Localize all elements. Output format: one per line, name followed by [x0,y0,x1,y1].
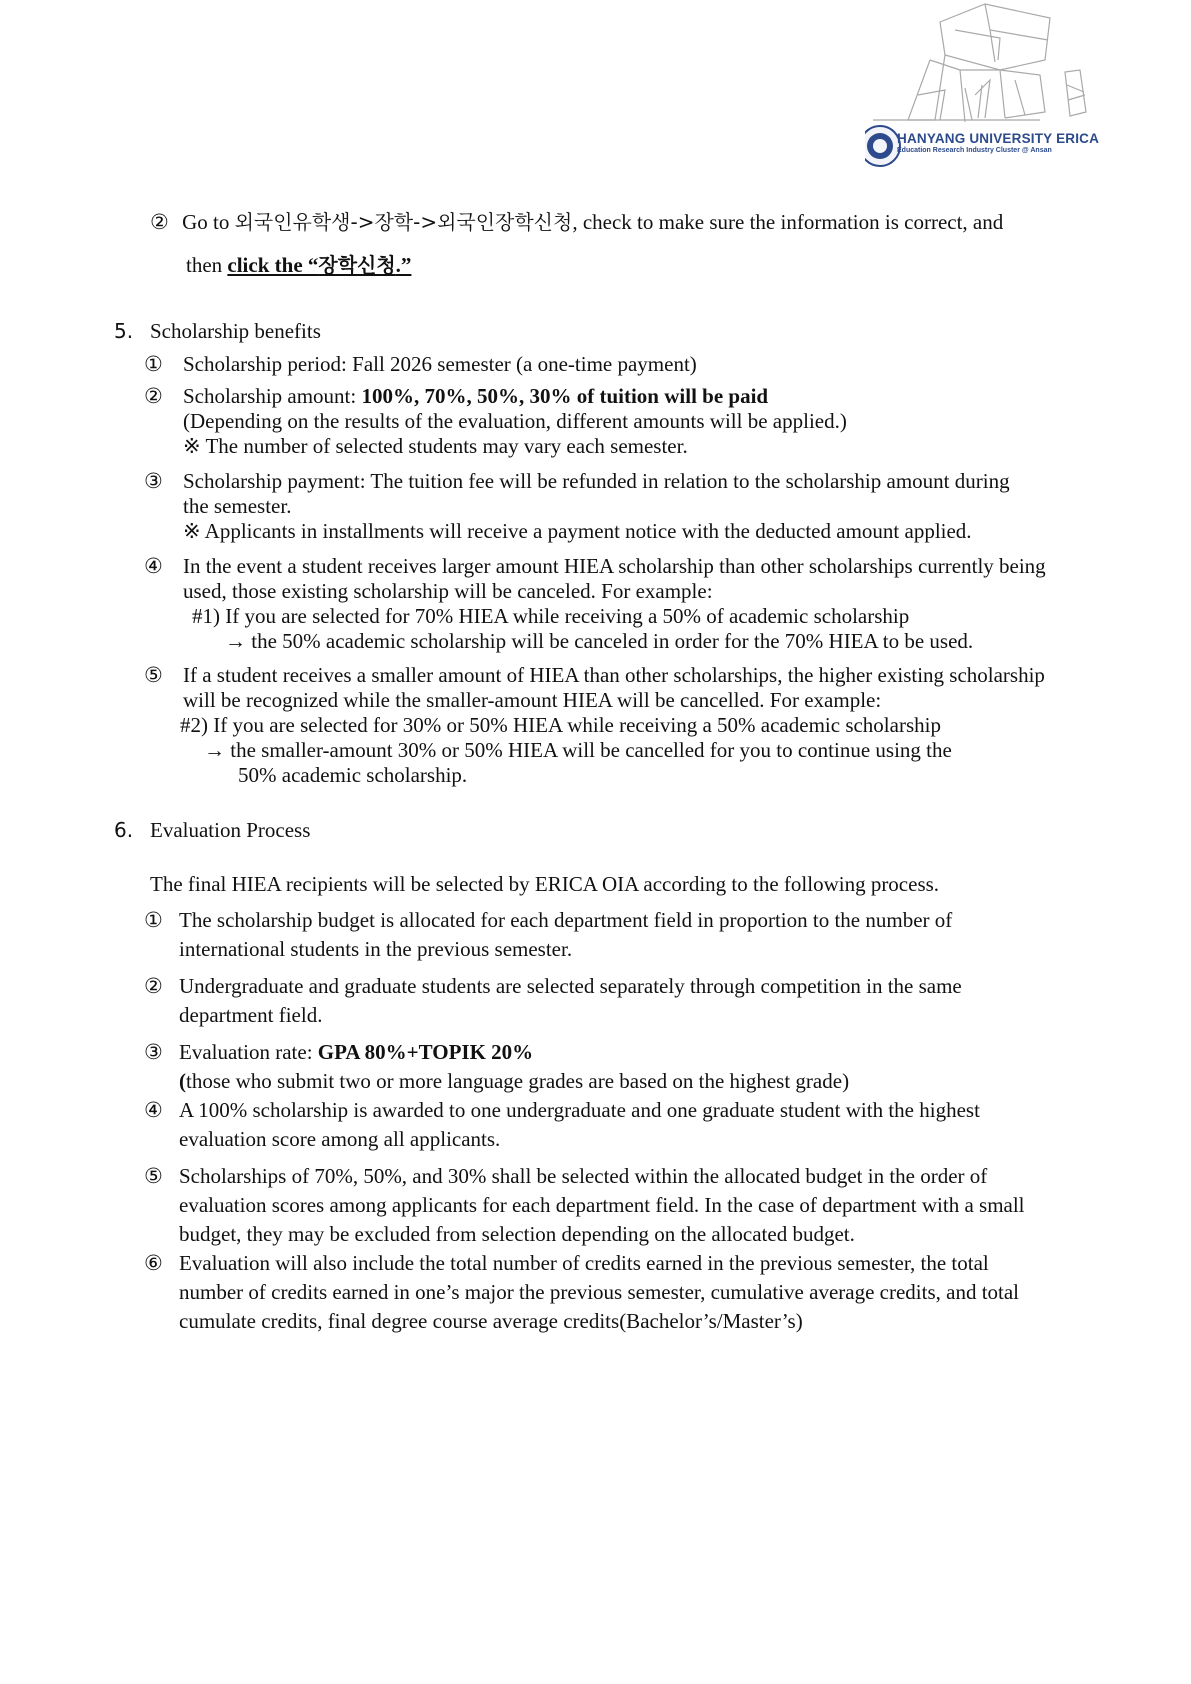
item-text: Scholarship amount: [183,384,362,408]
item-text-bold: GPA 80%+TOPIK 20% [317,1040,534,1064]
step2-line1 [150,210,1003,235]
item-text: In the event a student receives larger amount HIEA scholarship than other scholarships currently being [183,554,1046,578]
item-marker: ⑤ [144,663,163,687]
step2-then: then [186,253,228,277]
step2-goto: Go to [182,210,235,234]
item-example-result: → the 50% academic scholarship will be canceled in order for the 70% HIEA to be used. [225,629,974,653]
item-text: used, those existing scholarship will be canceled. For example: [183,579,713,603]
item-example-result: 50% academic scholarship. [238,763,468,787]
item-text: Scholarship payment: The tuition fee will be refunded in relation to the scholarship amount during [183,469,1010,493]
item-text: Scholarship period: Fall 2026 semester (a one-time payment) [183,352,697,376]
item-text: budget, they may be excluded from selection depending on the allocated budget. [179,1222,855,1246]
section5-heading [114,319,321,344]
item-marker: ⑤ [144,1164,163,1188]
item-paren: ( [179,1069,186,1093]
item-text: If a student receives a smaller amount of HIEA than other scholarships, the higher existing scholarship [183,663,1045,687]
item-marker: ③ [144,469,163,493]
logo-tagline: Education Research Industry Cluster @ Ansan [897,147,1052,154]
step2-menu-path: 외국인유학생->장학->외국인장학신청 [234,210,573,234]
item-marker: ③ [144,1040,163,1064]
item-text: Undergraduate and graduate students are selected separately through competition in the same [179,974,962,998]
item-text: A 100% scholarship is awarded to one undergraduate and one graduate student with the highest [179,1098,980,1122]
step2-line2 [186,253,411,278]
item-marker: ① [144,908,163,932]
item-example-result: → the smaller-amount 30% or 50% HIEA will be cancelled for you to continue using the [204,738,952,762]
item-text: evaluation scores among applicants for each department field. In the case of department with a small [179,1193,1025,1217]
logo-name: HANYANG UNIVERSITY ERICA [897,131,1100,146]
item-text: evaluation score among all applicants. [179,1127,501,1151]
item-marker: ① [144,352,163,376]
item-note: ※ Applicants in installments will receive a payment notice with the deducted amount applied. [183,519,972,543]
item-text: Scholarships of 70%, 50%, and 30% shall be selected within the allocated budget in the order of [179,1164,988,1188]
section6-heading [114,818,311,843]
item-text: The scholarship budget is allocated for each department field in proportion to the number of [179,908,953,932]
section6-intro: The final HIEA recipients will be selected by ERICA OIA according to the following process. [150,872,940,896]
section6-title: Evaluation Process [150,818,311,842]
item-text: cumulate credits, final degree course average credits(Bachelor’s/Master’s) [179,1309,803,1333]
item-text: will be recognized while the smaller-amount HIEA will be cancelled. For example: [183,688,882,712]
step2-click-instruction: click the “장학신청.” [227,253,412,277]
item-marker: ④ [144,554,163,578]
item-text: number of credits earned in one’s major the previous semester, cumulative average credits, and total [179,1280,1020,1304]
item-marker: ② [144,974,163,998]
section5-title: Scholarship benefits [150,319,321,343]
item-note: ※ The number of selected students may vary each semester. [183,434,688,458]
section6-number: 6. [114,818,134,842]
item-text: Evaluation rate: [179,1040,318,1064]
step2-marker: ② [150,210,169,234]
item-text: department field. [179,1003,323,1027]
section5-number: 5. [114,319,134,343]
item-text-bold: 100%, 70%, 50%, 30% of tuition will be paid [361,384,769,408]
step2-rest: , check to make sure the information is correct, and [572,210,1004,234]
item-marker: ② [144,384,163,408]
item-example: #1) If you are selected for 70% HIEA while receiving a 50% of academic scholarship [192,604,910,628]
item-text: international students in the previous semester. [179,937,573,961]
item-text: those who submit two or more language grades are based on the highest grade) [186,1069,850,1093]
item-text: (Depending on the results of the evaluation, different amounts will be applied.) [183,409,847,433]
item-example: #2) If you are selected for 30% or 50% HIEA while receiving a 50% academic scholarship [180,713,941,737]
item-text: the semester. [183,494,292,518]
item-marker: ④ [144,1098,163,1122]
item-marker: ⑥ [144,1251,163,1275]
item-text: Evaluation will also include the total number of credits earned in the previous semester, the total [179,1251,989,1275]
